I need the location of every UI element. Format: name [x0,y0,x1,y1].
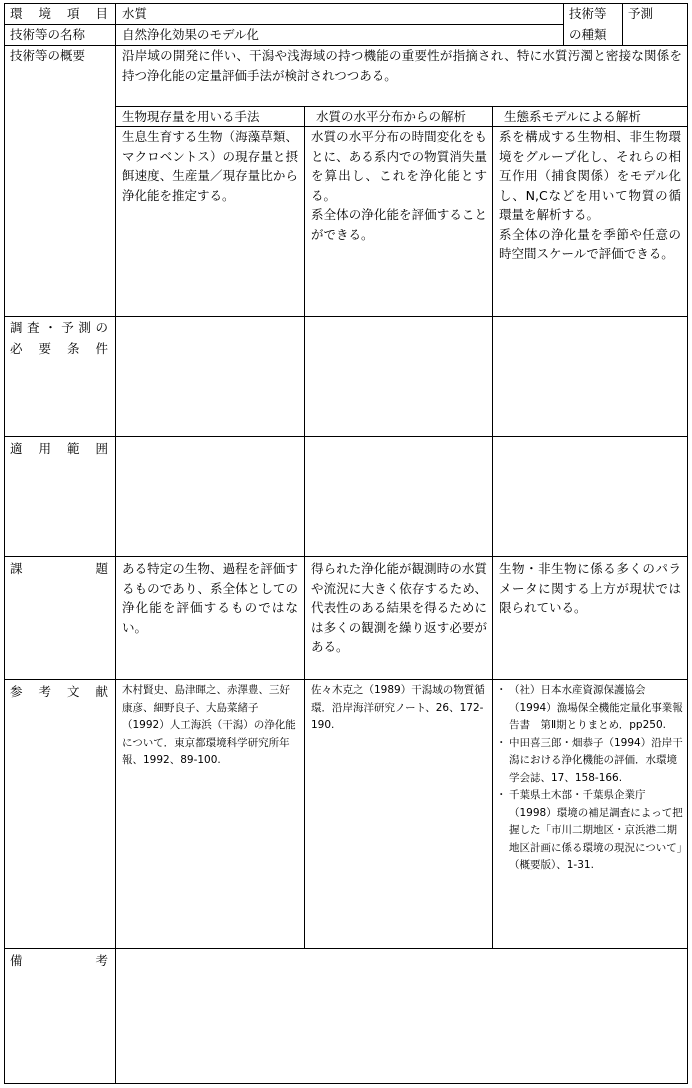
row-line-scope [4,436,688,437]
row-line-issues [4,556,688,557]
method-description-ecosystem-model: 系を構成する生物相、非生物環境をグループ化し、それらの相互作用（捕食関係）をモデル化し、N,Cなどを用いて物質の循環量を解析する。 系全体の浄化量を季節や任意の時空間スケールで評価できる。 [499,129,681,261]
border-left [4,3,5,1084]
method-title-biomass: 生物現存量を用いる手法 [122,109,260,124]
border-right [687,3,688,1084]
row-line-references [4,679,688,680]
technique-sheet [4,3,688,1083]
type-label-line1: 技術等 [569,6,607,21]
conditions-label-line1: 調 査 ・ 予 測 の [10,320,108,335]
method-divider-2 [492,106,493,949]
method-description-horizontal-distribution: 水質の水平分布の時間変化をもとに、ある系内での物質消失量を算出し、これを浄化能とする。 系全体の浄化能を評価することができる。 [311,129,487,242]
references-ecosystem-model [499,682,683,875]
type-value: 予測 [628,6,654,21]
references-biomass: 木村賢史、島津暉之、赤澤豊、三好康彦、細野良子、大島菜緒子（1992）人工海浜（干潟）の浄化能について．東京都環境科学研究所年報、1992、89-100. [122,684,296,766]
references-horizontal-distribution: 佐々木克之（1989）干潟域の物質循環．沿岸海洋研究ノート、26、172-190. [311,684,485,731]
issue-biomass: ある特定の生物、過程を評価するものであり、系全体としての浄化能を評価するものではない。 [122,561,298,635]
issues-label: 課 題 [10,561,108,576]
item-label: 環 境 項 目 [10,6,108,21]
method-title-ecosystem-model: 生態系モデルによる解析 [504,109,641,124]
method-divider-1 [304,106,305,949]
row-line-remarks [4,948,688,949]
overview-text: 沿岸域の開発に伴い、干潟や浅海域の持つ機能の重要性が指摘され、特に水質汚濁と密接な関係を持つ浄化能の定量評価手法が検討されつつある。 [122,48,682,83]
row-line-conditions [4,316,688,317]
method-title-horizontal-distribution: 水質の水平分布からの解析 [316,109,467,124]
type-label-divider [563,3,564,46]
reference-item: ・ 千葉県土木部・千葉県企業庁（1998）環境の補足調査によって把握した「市川二期地区・京浜港二期地区計画に係る環境の現況について」（概要版）、1-31. [499,787,683,875]
references-label: 参 考 文 献 [10,684,108,699]
label-column-divider [115,3,116,1084]
border-bottom [4,1083,688,1084]
method-description-biomass: 生息生育する生物（海藻草類、マクロベントス）の現存量と摂餌速度、生産量／現存量比から浄化能を推定する。 [122,129,298,203]
remarks-label: 備 考 [10,953,108,968]
name-label: 技術等の名称 [10,27,86,42]
issue-horizontal-distribution: 得られた浄化能が観測時の水質や流況に大きく依存するため、代表性のある結果を得るためには多くの観測を繰り返す必要がある。 [311,561,487,654]
reference-item: ・ （社）日本水産資源保護協会（1994）漁場保全機能定量化事業報告書 第Ⅱ期とりまとめ．pp250. [499,682,683,735]
name-value: 自然浄化効果のモデル化 [122,27,259,42]
conditions-label-line2: 必 要 条 件 [10,341,108,356]
scope-label: 適 用 範 囲 [10,441,108,456]
type-label-line2: の種類 [569,27,607,42]
item-value: 水質 [122,6,148,21]
issue-ecosystem-model: 生物・非生物に係る多くのパラメータに関する上方が現状では限られている。 [499,561,681,615]
type-value-divider [622,3,623,46]
reference-item: ・ 中田喜三郎・畑恭子（1994）沿岸干潟における浄化機能の評価．水環境学会誌、17、158-166. [499,735,683,788]
overview-label: 技術等の概要 [10,48,86,63]
